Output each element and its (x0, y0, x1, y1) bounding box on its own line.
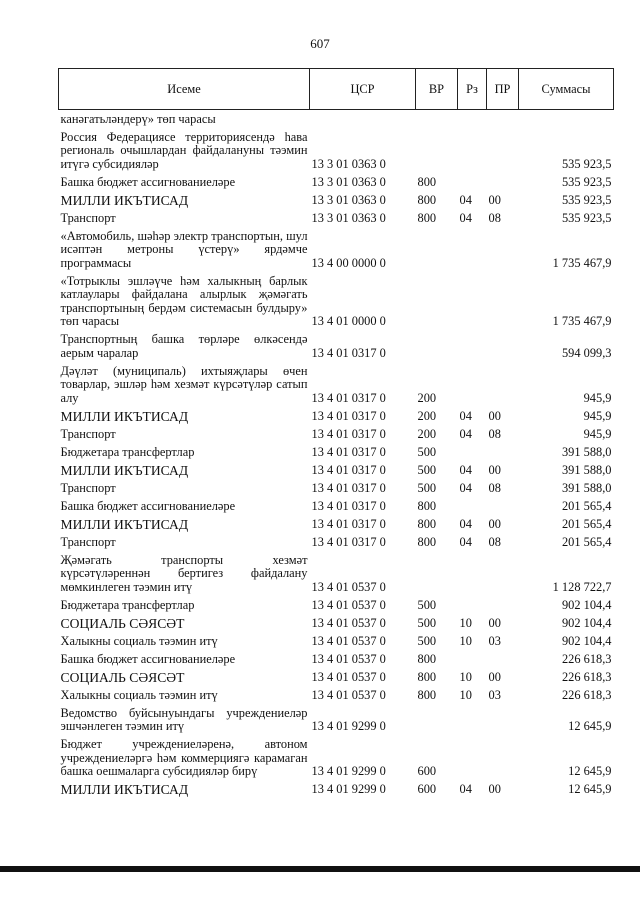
cell-sum: 391 588,0 (561, 480, 612, 495)
cell-vr: 600 (417, 764, 437, 778)
cell-vr: 600 (417, 782, 437, 796)
cell-rz (458, 128, 487, 173)
cell-rz (458, 331, 487, 363)
table-row (59, 614, 614, 632)
cell-sum: 535 923,5 (561, 174, 612, 189)
cell-csr: 13 4 01 0317 0 (311, 480, 386, 495)
cell-rz: 10 (459, 615, 472, 630)
table-row (59, 407, 614, 425)
cell-csr: 13 3 01 0363 0 (311, 192, 386, 207)
cell-csr: 13 4 01 0537 0 (311, 669, 386, 684)
cell-name: Транспорт (60, 210, 116, 225)
table-row (59, 173, 614, 191)
cell-name: СОЦИАЛЬ СӘЯСӘТ (60, 615, 185, 631)
table-row (59, 191, 614, 209)
cell-sum: 535 923,5 (561, 192, 612, 207)
cell-pr: 00 (488, 615, 501, 630)
cell-pr (487, 497, 519, 515)
cell-sum (519, 110, 614, 129)
cell-vr: 200 (417, 408, 437, 423)
cell-rz: 10 (459, 633, 472, 648)
cell-sum: 12 645,9 (568, 782, 612, 796)
cell-rz (458, 443, 487, 461)
cell-vr: 500 (417, 462, 437, 477)
table-row (59, 272, 614, 331)
cell-sum: 945,9 (583, 408, 612, 423)
table-row (59, 781, 614, 799)
table-row (59, 479, 614, 497)
cell-sum: 12 645,9 (568, 764, 612, 778)
cell-rz (458, 551, 487, 596)
cell-pr (487, 704, 519, 736)
cell-sum: 201 565,4 (561, 534, 612, 549)
cell-rz (458, 173, 487, 191)
cell-pr: 08 (488, 480, 501, 495)
cell-vr: 800 (417, 210, 437, 225)
cell-vr: 800 (417, 669, 437, 684)
cell-name: «Автомобиль, шәһәр электр транспортын, шул исәптән метроны үстерү» ярдәмче программасы (60, 228, 308, 270)
cell-rz: 04 (459, 534, 472, 549)
cell-sum: 594 099,3 (561, 345, 612, 360)
cell-pr (487, 272, 519, 331)
cell-sum: 226 618,3 (561, 669, 612, 684)
cell-csr: 13 4 01 0537 0 (311, 687, 386, 702)
table-row (59, 632, 614, 650)
cell-name: Транспортның башка төрләре өлкәсендә аерым чаралар (60, 332, 308, 360)
cell-rz: 10 (459, 687, 472, 702)
cell-vr: 800 (417, 174, 437, 189)
table-row (59, 596, 614, 614)
cell-pr: 00 (488, 516, 501, 531)
cell-vr: 800 (417, 192, 437, 207)
table-row (59, 686, 614, 704)
cell-csr: 13 4 00 0000 0 (311, 255, 386, 270)
cell-vr: 500 (417, 480, 437, 495)
budget-table (58, 68, 614, 799)
table-row (59, 461, 614, 479)
cell-vr: 800 (417, 516, 437, 531)
cell-pr (487, 443, 519, 461)
table-row (59, 425, 614, 443)
cell-sum: 535 923,5 (561, 156, 612, 171)
header-sum: Суммасы (519, 69, 614, 110)
cell-vr: 500 (417, 444, 437, 459)
cell-pr (487, 110, 519, 129)
cell-sum: 226 618,3 (561, 687, 612, 702)
cell-name: Халыкны социаль тәэмин итү (60, 633, 218, 648)
cell-sum: 535 923,5 (561, 210, 612, 225)
cell-rz: 04 (459, 516, 472, 531)
cell-name: МИЛЛИ ИКЪТИСАД (60, 462, 189, 478)
cell-vr (416, 704, 458, 736)
cell-vr (416, 128, 458, 173)
header-rz: Рз (458, 69, 487, 110)
cell-csr: 13 4 01 0537 0 (311, 597, 386, 612)
table-row (59, 497, 614, 515)
cell-sum: 391 588,0 (561, 462, 612, 477)
cell-sum: 902 104,4 (561, 615, 612, 630)
table-row (59, 736, 614, 781)
cell-vr: 500 (417, 597, 437, 612)
cell-name: МИЛЛИ ИКЪТИСАД (60, 192, 189, 208)
cell-csr: 13 4 01 0317 0 (311, 345, 386, 360)
page-number: 607 (310, 36, 330, 51)
cell-sum: 391 588,0 (561, 444, 612, 459)
header-pr: ПР (487, 69, 519, 110)
cell-name: Башка бюджет ассигнованиеләре (60, 651, 236, 666)
cell-pr: 00 (488, 669, 501, 684)
cell-name: Бюджет учреждениеләренә, автоном учреждениеләргә һәм коммерциягә карамаган башка оешмаларга субсидияләр бирү (60, 737, 308, 778)
table-row (59, 704, 614, 736)
cell-csr: 13 4 01 0317 0 (311, 462, 386, 477)
cell-sum: 902 104,4 (561, 633, 612, 648)
cell-rz: 04 (459, 192, 472, 207)
cell-csr: 13 4 01 9299 0 (311, 719, 386, 733)
table-row (59, 331, 614, 363)
table-row (59, 110, 614, 129)
cell-name: Транспорт (60, 480, 116, 495)
table-row (59, 668, 614, 686)
cell-sum: 902 104,4 (561, 597, 612, 612)
cell-name: Башка бюджет ассигнованиеләре (60, 174, 236, 189)
table-row (59, 515, 614, 533)
cell-pr (487, 173, 519, 191)
cell-sum: 201 565,4 (561, 498, 612, 513)
cell-pr: 00 (488, 192, 501, 207)
table-row (59, 227, 614, 272)
cell-csr: 13 4 01 0317 0 (311, 516, 386, 531)
cell-rz: 04 (459, 462, 472, 477)
cell-csr (310, 110, 416, 129)
cell-name: Бюджетара трансфертлар (60, 597, 195, 612)
cell-pr (487, 227, 519, 272)
table-row (59, 362, 614, 407)
table-header-row (59, 69, 614, 110)
cell-rz: 04 (459, 426, 472, 441)
cell-vr: 800 (417, 498, 437, 513)
cell-csr: 13 4 01 0537 0 (311, 579, 386, 594)
cell-csr: 13 4 01 0317 0 (311, 408, 386, 423)
cell-name: МИЛЛИ ИКЪТИСАД (60, 516, 189, 532)
header-csr: ЦСР (310, 69, 416, 110)
cell-vr (416, 331, 458, 363)
cell-vr: 800 (417, 687, 437, 702)
cell-sum: 201 565,4 (561, 516, 612, 531)
cell-sum: 945,9 (583, 390, 612, 405)
cell-name: «Тотрыклы эшләүче һәм халыкның барлык катлаулары файдалана алырлык җәмәгать транспортының бердәм системасын булдыру» төп чарасы (60, 273, 308, 328)
cell-pr (487, 650, 519, 668)
cell-rz (458, 272, 487, 331)
cell-csr: 13 4 01 0000 0 (311, 314, 386, 328)
cell-csr: 13 3 01 0363 0 (311, 174, 386, 189)
cell-rz (458, 736, 487, 781)
cell-csr: 13 3 01 0363 0 (311, 156, 386, 171)
cell-name: МИЛЛИ ИКЪТИСАД (60, 408, 189, 424)
table-row (59, 128, 614, 173)
cell-name: Транспорт (60, 426, 116, 441)
table-row (59, 533, 614, 551)
cell-vr: 800 (417, 534, 437, 549)
cell-pr (487, 362, 519, 407)
scan-bottom-border (0, 866, 640, 872)
cell-pr (487, 128, 519, 173)
cell-sum: 1 735 467,9 (552, 255, 612, 270)
table-row (59, 551, 614, 596)
cell-rz: 04 (459, 480, 472, 495)
table-row (59, 650, 614, 668)
cell-csr: 13 3 01 0363 0 (311, 210, 386, 225)
cell-sum: 1 128 722,7 (552, 579, 612, 594)
cell-vr: 800 (417, 651, 437, 666)
cell-pr: 00 (488, 462, 501, 477)
header-name: Исеме (59, 69, 310, 110)
cell-name: Бюджетара трансфертлар (60, 444, 195, 459)
cell-rz (458, 110, 487, 129)
cell-rz: 04 (459, 408, 472, 423)
cell-vr (416, 272, 458, 331)
cell-rz: 10 (459, 669, 472, 684)
cell-vr: 200 (417, 390, 437, 405)
cell-name: канәгатьләндерү» төп чарасы (60, 111, 216, 126)
cell-pr: 08 (488, 426, 501, 441)
cell-vr (416, 227, 458, 272)
cell-csr: 13 4 01 0317 0 (311, 426, 386, 441)
cell-csr: 13 4 01 9299 0 (311, 782, 386, 796)
cell-name: Транспорт (60, 534, 116, 549)
cell-name: Башка бюджет ассигнованиеләре (60, 498, 236, 513)
cell-csr: 13 4 01 0317 0 (311, 534, 386, 549)
cell-sum: 1 735 467,9 (552, 314, 612, 328)
cell-name: Россия Федерациясе территориясендә һава региональ очышлардан файдалануны тәэмин итүгә субсидияләр (60, 129, 308, 171)
cell-pr (487, 596, 519, 614)
cell-rz: 04 (459, 782, 472, 796)
cell-name: СОЦИАЛЬ СӘЯСӘТ (60, 669, 185, 685)
cell-pr (487, 331, 519, 363)
cell-rz (458, 497, 487, 515)
cell-rz (458, 362, 487, 407)
cell-csr: 13 4 01 0317 0 (311, 444, 386, 459)
cell-rz (458, 650, 487, 668)
table-row (59, 443, 614, 461)
table-body (59, 110, 614, 799)
cell-sum: 945,9 (583, 426, 612, 441)
cell-csr: 13 4 01 0537 0 (311, 651, 386, 666)
header-vr: ВР (416, 69, 458, 110)
cell-name: Халыкны социаль тәэмин итү (60, 687, 218, 702)
cell-pr: 08 (488, 210, 501, 225)
cell-vr (416, 551, 458, 596)
cell-pr: 08 (488, 534, 501, 549)
cell-sum: 12 645,9 (568, 719, 612, 733)
cell-pr (487, 551, 519, 596)
cell-pr: 03 (488, 633, 501, 648)
cell-csr: 13 4 01 0537 0 (311, 615, 386, 630)
cell-pr: 00 (488, 782, 501, 796)
cell-csr: 13 4 01 0537 0 (311, 633, 386, 648)
cell-name: МИЛЛИ ИКЪТИСАД (60, 782, 189, 797)
cell-vr (416, 110, 458, 129)
cell-rz (458, 227, 487, 272)
cell-pr: 00 (488, 408, 501, 423)
cell-vr: 500 (417, 633, 437, 648)
cell-csr: 13 4 01 0317 0 (311, 390, 386, 405)
cell-rz (458, 596, 487, 614)
cell-sum: 226 618,3 (561, 651, 612, 666)
cell-vr: 500 (417, 615, 437, 630)
cell-pr (487, 736, 519, 781)
cell-name: Дәүләт (муниципаль) ихтыяҗлары өчен товарлар, эшләр һәм хезмәт күрсәтүләр сатып алу (60, 363, 308, 405)
cell-csr: 13 4 01 9299 0 (311, 764, 386, 778)
cell-rz (458, 704, 487, 736)
table-row (59, 209, 614, 227)
cell-name: Ведомство буйсынуындагы учреждениеләр эшчәнлеген тәэмин итү (60, 705, 308, 733)
cell-csr: 13 4 01 0317 0 (311, 498, 386, 513)
cell-name: Җәмәгать транспорты хезмәт күрсәтүләреннән бертигез файдалану мөмкинлеген тәэмин итү (60, 552, 308, 594)
cell-vr: 200 (417, 426, 437, 441)
cell-rz: 04 (459, 210, 472, 225)
cell-pr: 03 (488, 687, 501, 702)
